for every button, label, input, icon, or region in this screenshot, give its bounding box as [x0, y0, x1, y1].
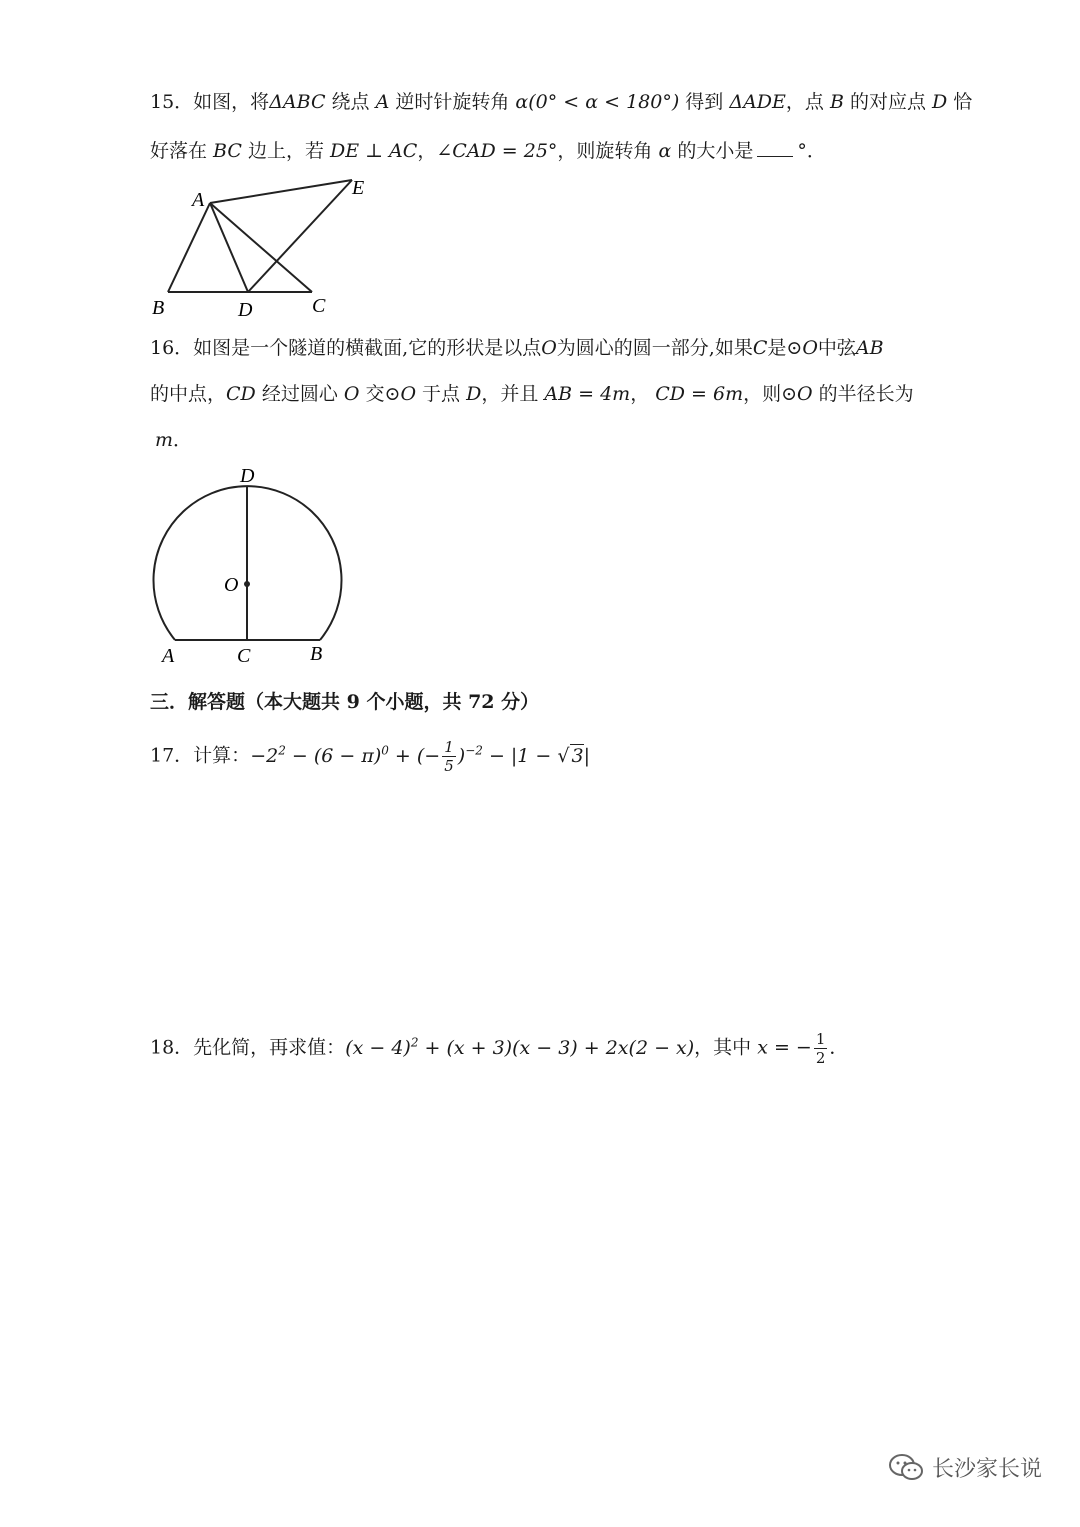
q16-text: 中弦 [817, 337, 856, 359]
watermark-text: 长沙家长说 [931, 1457, 1042, 1482]
segment-ab [168, 203, 210, 292]
q17-term: | [583, 744, 591, 767]
center-point [244, 581, 250, 587]
q15-alpha-range: α(0° < α < 180°) [515, 91, 680, 113]
segment-de [248, 180, 352, 292]
q18-x-value: x = − [757, 1036, 812, 1059]
q17-exponent: 0 [381, 743, 389, 758]
q16-line1 [150, 336, 884, 360]
fraction-numerator: 1 [815, 1030, 826, 1048]
q18-text: 18．先化简，再求值： [150, 1036, 346, 1059]
section-title: 三．解答题（本大题共 9 个小题，共 72 分） [150, 691, 540, 713]
q16-text: ，则⊙ [743, 383, 798, 405]
q15-triangle-ade: ΔADE [729, 91, 786, 113]
q16-segment: AB [855, 337, 884, 359]
q17-expression: $-2^2 - (6 - \pi)^0$ + (− $\frac{1}{5}$ )$^{-2}$ − |1 − √ 3| [250, 738, 591, 775]
q15-text: 的对应点 [843, 91, 932, 113]
q15-line2 [150, 138, 826, 163]
q16-point: C [752, 337, 768, 359]
q16-point: O [802, 337, 818, 359]
q16-figure [140, 460, 370, 670]
label-b: B [152, 297, 165, 319]
q15-triangle-abc: ΔABC [269, 91, 326, 113]
q17-exponent: 2 [278, 743, 286, 758]
q16-text: 经过圆心 [255, 383, 344, 405]
q15-text: 好落在 [150, 140, 214, 162]
q17-line [150, 738, 590, 775]
q15-text: ， [417, 140, 437, 162]
label-o: O [224, 574, 239, 596]
q16-point: O [400, 383, 417, 405]
q16-text: 的半径长为 [812, 383, 914, 405]
q18-fraction [814, 1030, 828, 1067]
q15-text: 绕点 [325, 91, 376, 113]
q17-text: 17．计算： [150, 744, 251, 767]
q16-text: ． [173, 429, 193, 451]
q18-line [150, 1030, 848, 1067]
q18-term: (x − 4) [345, 1036, 411, 1059]
q16-cd-length: CD = 6m [655, 383, 744, 405]
q16-text: 16．如图是一个隧道的横截面,它的形状是以点 [150, 337, 542, 359]
q17-term: + (− [388, 744, 441, 767]
q16-text: 为圆心的圆一部分,如果 [556, 337, 753, 359]
q16-point: O [541, 337, 557, 359]
fraction-denominator: 5 [444, 757, 454, 775]
q17-term: −2 [250, 744, 279, 767]
q18-expression [345, 1037, 694, 1059]
fraction-denominator: 2 [815, 1049, 826, 1067]
segment-ad [210, 203, 248, 292]
q18-text: ． [829, 1036, 849, 1059]
segment-ae [210, 180, 352, 203]
q17-fraction [442, 738, 456, 775]
q15-alpha: α [658, 140, 672, 162]
q16-text: 的中点， [150, 383, 227, 405]
q18-exponent: 2 [410, 1035, 419, 1050]
q15-figure [140, 170, 380, 320]
q15-point: A [375, 91, 390, 113]
label-d: D [240, 465, 255, 487]
label-d: D [238, 299, 253, 320]
q16-line3 [155, 428, 192, 452]
watermark [888, 1452, 1042, 1483]
q16-text: 是⊙ [767, 337, 803, 359]
q15-point: B [829, 91, 844, 113]
q17-sqrt: 3 [571, 744, 584, 767]
q16-text: ， [630, 383, 656, 405]
q15-perpendicular: DE ⊥ AC [330, 140, 418, 162]
q17-term: − (6 − π) [285, 744, 382, 767]
q16-text: 于点 [416, 383, 467, 405]
q17-term: ) [457, 744, 466, 767]
q15-text: °． [797, 140, 826, 162]
label-a: A [192, 189, 205, 211]
q15-text: ，点 [785, 91, 830, 113]
q15-segment: BC [213, 140, 242, 162]
q15-text: 的大小是 [671, 140, 754, 162]
label-c: C [237, 645, 251, 667]
q18-text: ，其中 [694, 1036, 758, 1059]
q15-point: D [932, 91, 948, 113]
q15-text: ，则旋转角 [557, 140, 659, 162]
q16-point: D [466, 383, 482, 405]
label-a: A [162, 645, 175, 667]
label-b: B [310, 643, 323, 665]
label-c: C [312, 295, 326, 317]
q15-text: 边上，若 [241, 140, 330, 162]
q16-point: O [797, 383, 813, 405]
q15-text: 15．如图，将 [150, 91, 270, 113]
q16-text: 交⊙ [359, 383, 401, 405]
q16-unit: m [155, 429, 174, 451]
q15-angle: ∠CAD = 25° [436, 140, 558, 162]
q16-point: O [343, 383, 360, 405]
fraction-numerator: 1 [444, 738, 454, 756]
q16-line2 [150, 382, 914, 406]
answer-blank[interactable] [757, 138, 793, 157]
q17-term: − |1 − [482, 744, 558, 767]
q17-exponent: −2 [465, 743, 483, 758]
q16-text: ，并且 [481, 383, 545, 405]
q18-term: + (x + 3)(x − 3) + 2x(2 − x) [418, 1036, 695, 1059]
wechat-icon [888, 1453, 924, 1483]
q15-text: 恰 [947, 91, 973, 113]
q15-text: 得到 [679, 91, 730, 113]
q16-ab-length: AB = 4m [544, 383, 631, 405]
q15-text: 逆时针旋转角 [389, 91, 516, 113]
q16-segment: CD [226, 383, 256, 405]
label-e: E [352, 177, 365, 199]
q15-line1 [150, 90, 972, 114]
